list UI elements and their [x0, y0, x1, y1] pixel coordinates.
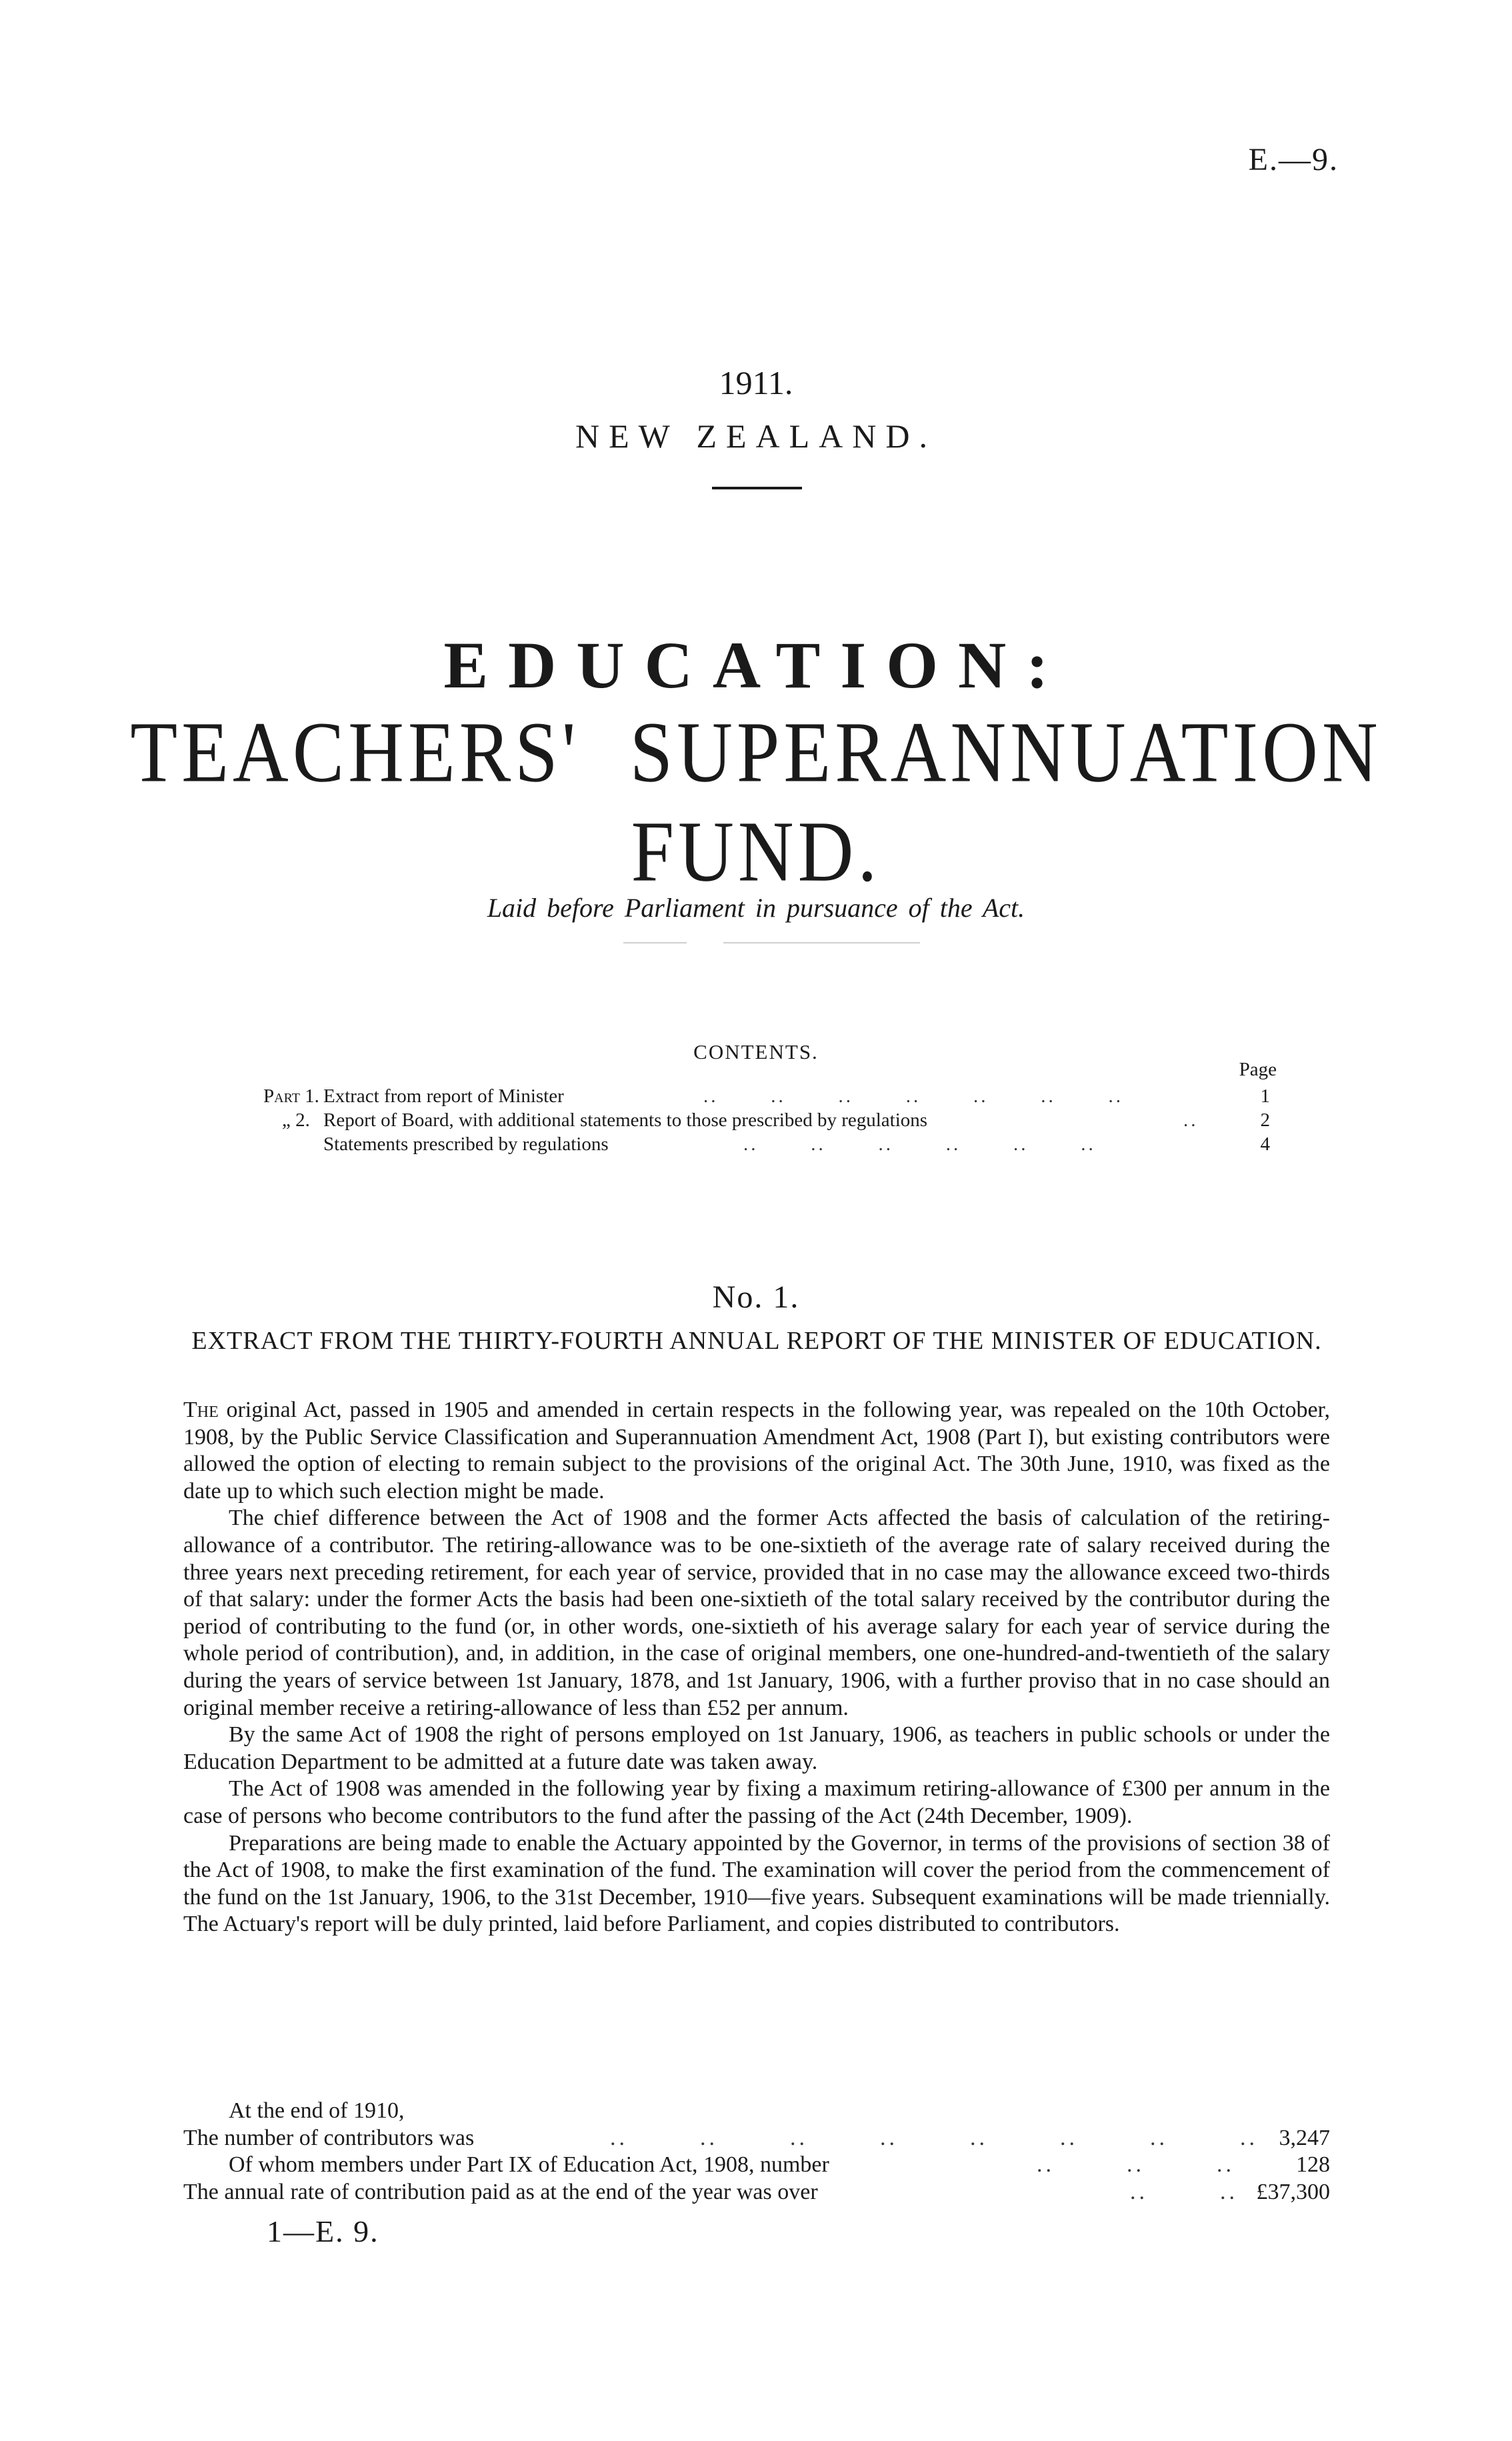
stat-label: The annual rate of contribution paid as at the end of the year was over — [183, 2179, 818, 2204]
stat-row — [183, 2152, 1330, 2179]
opening-word: The — [183, 1398, 219, 1422]
body-paragraph: By the same Act of 1908 the right of persons employed on 1st January, 1906, as teachers in public schools or under the Education Department to be admitted at a future date was taken away. — [183, 1722, 1330, 1774]
country-heading: NEW ZEALAND. — [575, 417, 937, 455]
toc-entry — [263, 1109, 1277, 1133]
body-paragraph: The chief difference between the Act of 1908 and the former Acts affected the basis of calculation of the retiring-allowance of a contributor. The retiring-allowance was to be one-sixtieth of the average rate of salary received during the three years next preceding retirement, for each year of service, provided that in no case may the allowance exceed two-thirds of that salary: under the former Acts the basis had been one-sixtieth of the total salary received by the contributor during the period of contributing to the fund (or, in other words, one-sixtieth of his average salary for each year of service during the whole period of contribution), and, in addition, in the case of original members, one one-hundred-and-twentieth of the salary during the years of service between 1st January, 1878, and 1st January, 1906, with a further proviso that in no case should an original member receive a retiring-allowance of less than £52 per annum. — [183, 1506, 1330, 1720]
toc-leader-dots: .. — [1183, 1109, 1199, 1131]
toc-page-number: 2 — [1260, 1109, 1270, 1131]
stat-value: 3,247 — [1279, 2125, 1330, 2150]
faint-divider — [623, 942, 687, 943]
section-number: No. 1. — [712, 1280, 800, 1315]
toc-entry — [263, 1133, 1277, 1157]
stat-label: The number of contributors was — [183, 2125, 475, 2150]
title-divider — [712, 487, 802, 489]
signature-code: 1—E. 9. — [267, 2214, 379, 2248]
toc-part-label: Part 1. — [263, 1085, 319, 1107]
report-year: 1911. — [719, 364, 793, 401]
toc-entry-text: Statements prescribed by regulations — [323, 1133, 609, 1155]
toc-part-label: „ 2. — [282, 1109, 310, 1131]
faint-divider — [723, 942, 920, 943]
toc-page-number: 1 — [1260, 1085, 1270, 1107]
section-heading: EXTRACT FROM THE THIRTY-FOURTH ANNUAL REPORT OF THE MINISTER OF EDUCATION. — [191, 1327, 1322, 1355]
stats-intro: At the end of 1910, — [229, 2098, 405, 2123]
contributor-statistics — [183, 2098, 1330, 2206]
toc-leader-dots: .. .. .. .. .. .. — [743, 1133, 1096, 1155]
stat-value: £37,300 — [1256, 2179, 1330, 2204]
body-paragraph: Preparations are being made to enable the Actuary appointed by the Governor, in terms of the provisions of section 38 of the Act of 1908, to make the first examination of the fund. The examination will cover the period from the commencement of the fund on the 1st January, 1906, to the 31st December, 1910—five years. Subsequent examinations will be made triennially. The Actuary's report will be duly printed, laid before Parliament, and copies distributed to contributors. — [183, 1830, 1330, 1937]
document-subtitle: TEACHERS' SUPERANNUATION FUND. — [130, 705, 1382, 900]
stat-value: 128 — [1296, 2152, 1330, 2178]
document-title: EDUCATION: — [443, 628, 1069, 702]
stat-row — [183, 2179, 1330, 2206]
report-body — [183, 1397, 1330, 1938]
laid-before-note: Laid before Parliament in pursuance of the Act. — [487, 893, 1025, 923]
stat-leader-dots: .. .. — [1130, 2179, 1238, 2204]
body-paragraph — [183, 1397, 1330, 1505]
stats-intro-row — [183, 2098, 1330, 2125]
page-reference: E.—9. — [1248, 142, 1339, 177]
stat-leader-dots: .. .. .. — [1037, 2152, 1235, 2178]
stat-label: Of whom members under Part IX of Education Act, 1908, number — [229, 2152, 829, 2178]
toc-leader-dots: .. .. .. .. .. .. .. — [703, 1085, 1123, 1107]
contents-heading: CONTENTS. — [693, 1040, 819, 1063]
stat-row — [183, 2125, 1330, 2152]
toc-entry — [263, 1085, 1277, 1109]
toc-entry-text: Report of Board, with additional statements to those prescribed by regulations — [323, 1109, 928, 1131]
toc-page-number: 4 — [1260, 1133, 1270, 1155]
toc-entry-text: Extract from report of Minister — [323, 1085, 564, 1107]
stat-leader-dots: .. .. .. .. .. .. .. .. — [610, 2125, 1258, 2150]
toc-page-column-label: Page — [1239, 1059, 1277, 1080]
body-paragraph: The Act of 1908 was amended in the following year by fixing a maximum retiring-allowance of £300 per annum in the case of persons who become contributors to the fund after the passing of the Act (24th December, 1909). — [183, 1776, 1330, 1828]
paragraph-text: original Act, passed in 1905 and amended in certain respects in the following year, was repealed on the 10th October, 1908, by the Public Service Classification and Superannuation Amendment Act, 1908 (Part I), but existing contributors were allowed the option of electing to remain subject to the provisions of the original Act. The 30th June, 1910, was fixed as the date up to which such election might be made. — [183, 1398, 1330, 1504]
